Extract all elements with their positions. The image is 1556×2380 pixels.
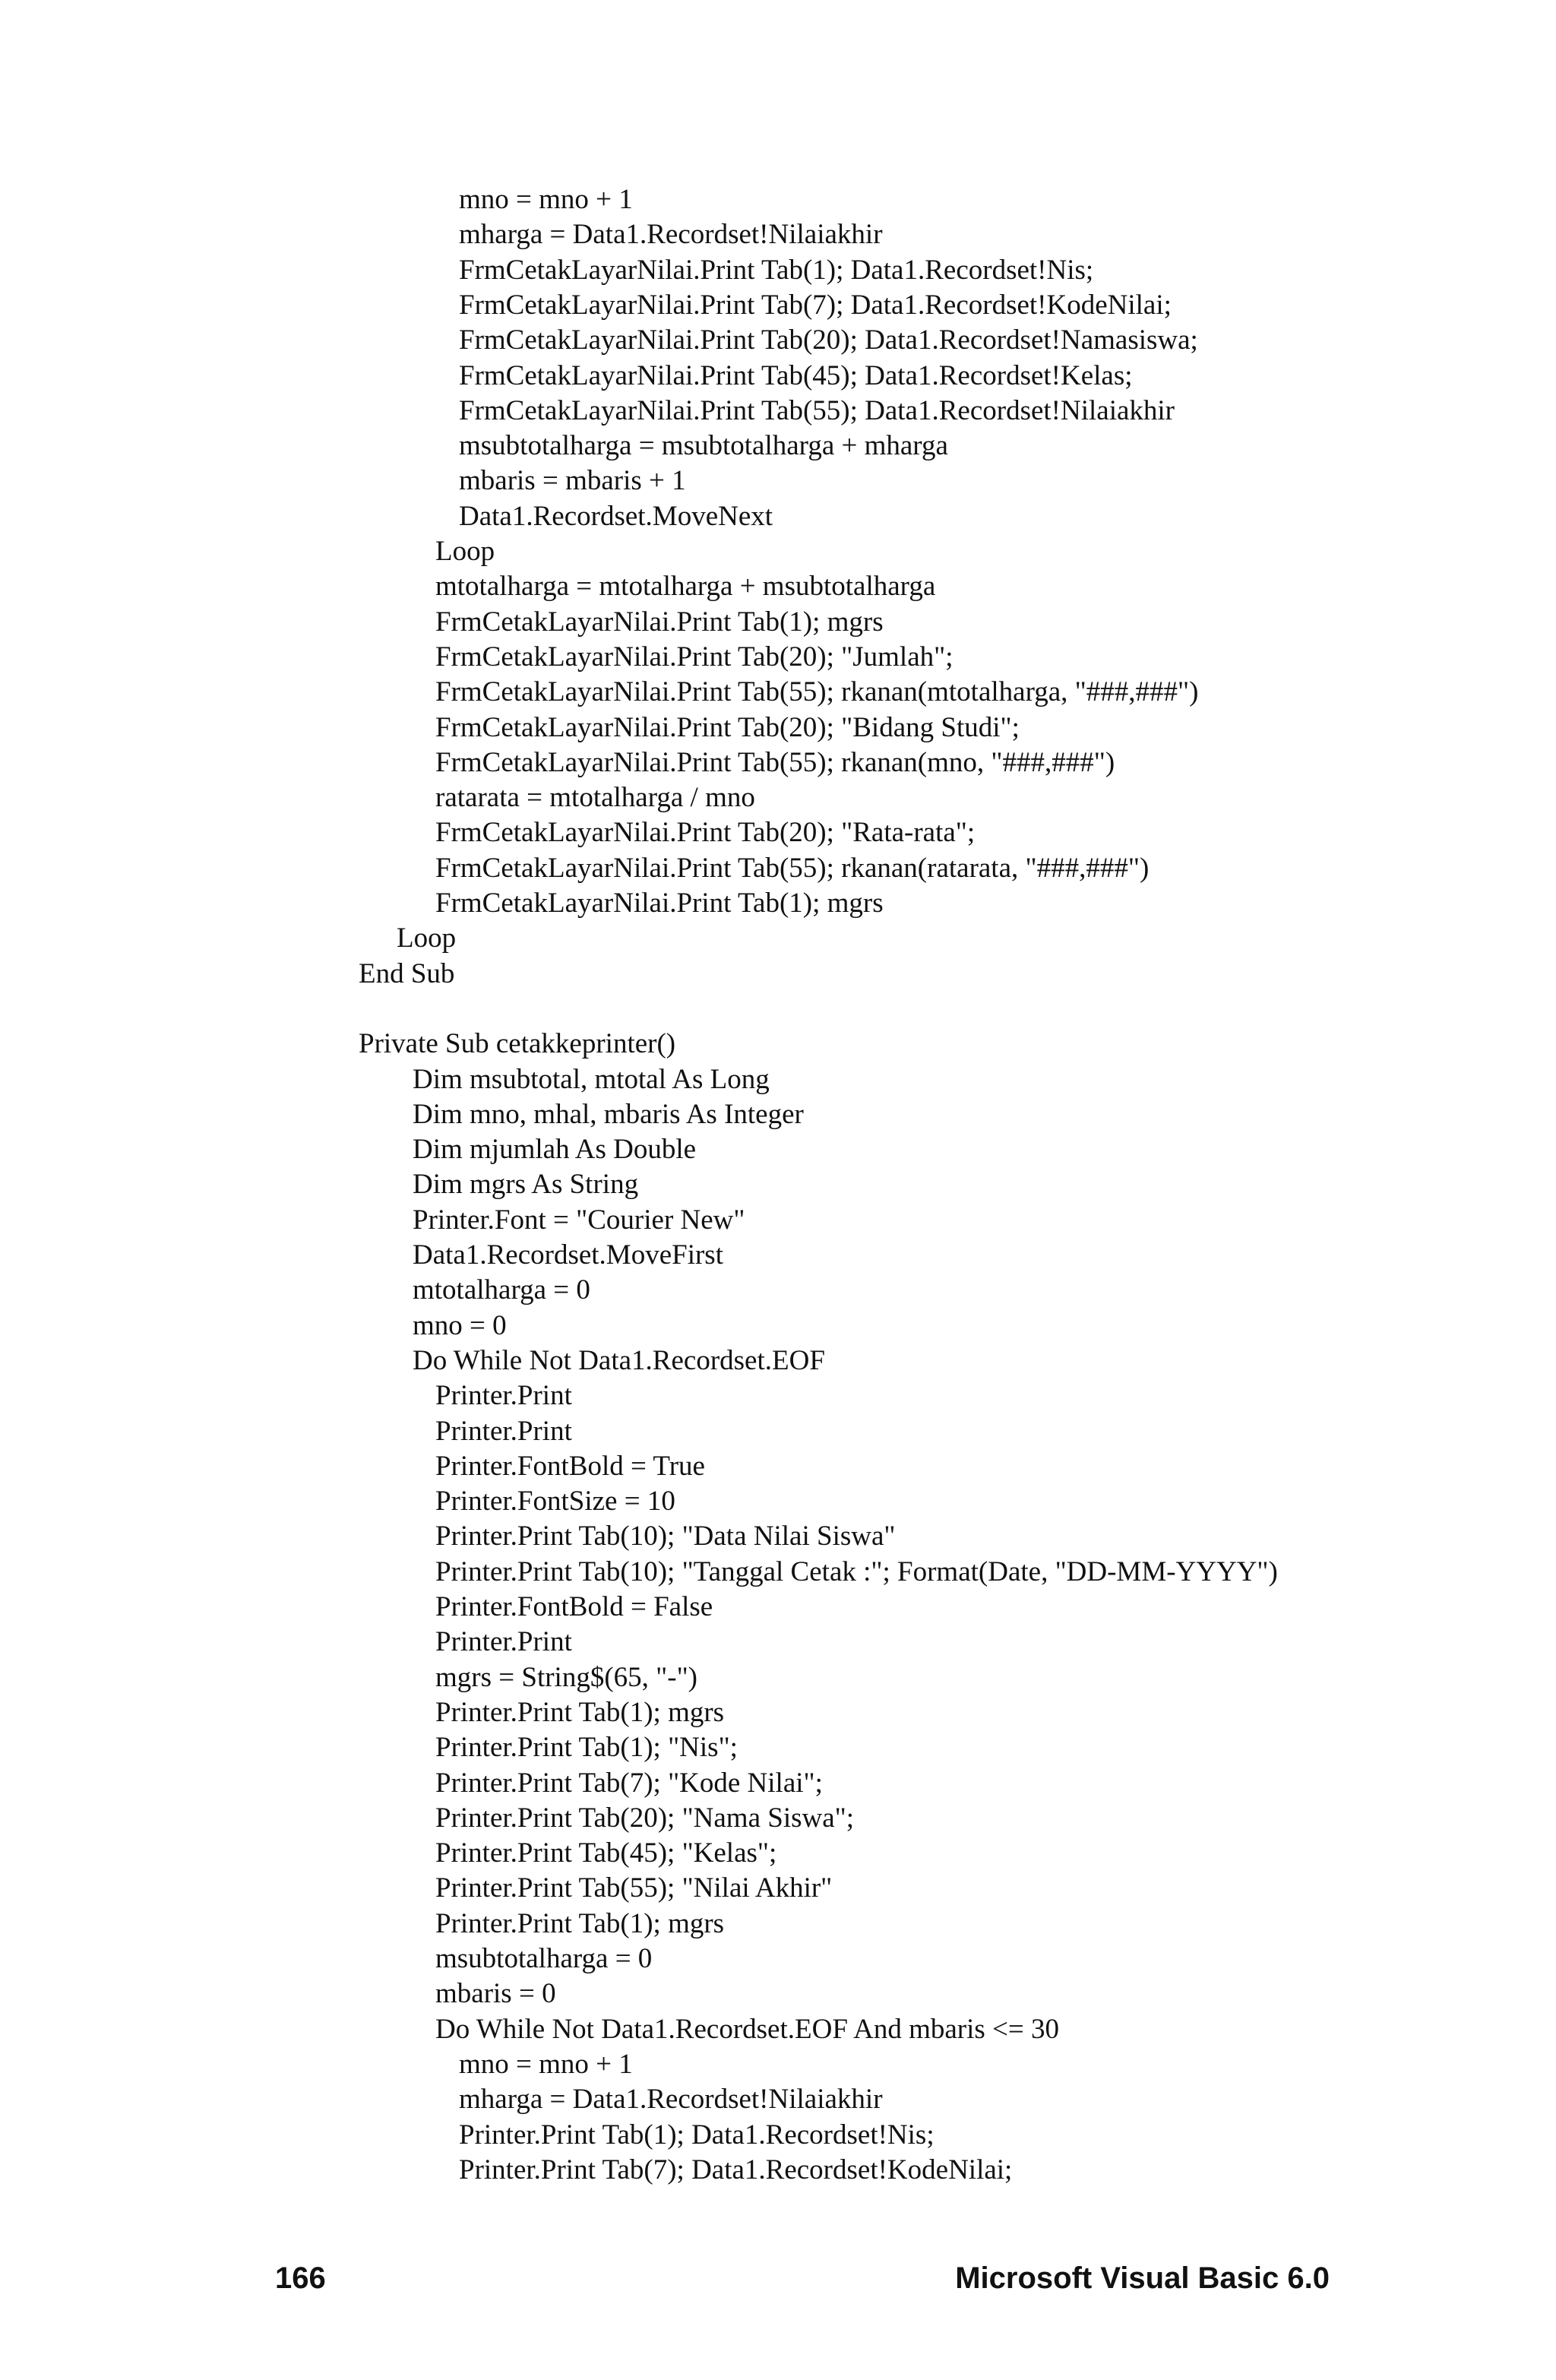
code-line: Loop <box>397 923 457 954</box>
code-line: Printer.Print <box>435 1415 572 1447</box>
code-line: FrmCetakLayarNilai.Print Tab(1); mgrs <box>435 888 884 919</box>
code-line: FrmCetakLayarNilai.Print Tab(45); Data1.Recordset!Kelas; <box>459 359 1133 391</box>
code-line: FrmCetakLayarNilai.Print Tab(20); "Bidang Studi"; <box>435 711 1020 743</box>
code-line: mno = 0 <box>413 1309 507 1341</box>
code-line: Printer.Print Tab(10); "Data Nilai Siswa" <box>435 1521 896 1552</box>
code-line: Dim msubtotal, mtotal As Long <box>413 1063 770 1095</box>
code-line: ratarata = mtotalharga / mno <box>435 782 755 814</box>
code-line: Printer.FontBold = False <box>435 1591 713 1622</box>
code-line: msubtotalharga = 0 <box>435 1943 653 1974</box>
code-line: mbaris = mbaris + 1 <box>459 465 686 497</box>
page-number: 166 <box>275 2261 326 2295</box>
code-line: Data1.Recordset.MoveNext <box>459 500 773 532</box>
code-line: Loop <box>435 536 495 567</box>
code-line: Printer.Print Tab(1); Data1.Recordset!Nis; <box>459 2119 935 2151</box>
code-line: Printer.Print Tab(7); "Kode Nilai"; <box>435 1767 823 1799</box>
page-footer <box>0 2255 1556 2301</box>
book-title: Microsoft Visual Basic 6.0 <box>955 2261 1330 2295</box>
code-line: Printer.FontSize = 10 <box>435 1486 675 1518</box>
code-line: FrmCetakLayarNilai.Print Tab(20); "Jumlah"; <box>435 641 954 673</box>
code-line: mgrs = String$(65, "-") <box>435 1661 697 1693</box>
code-line: FrmCetakLayarNilai.Print Tab(55); rkanan(mno, "###,###") <box>435 746 1115 778</box>
code-line: Data1.Recordset.MoveFirst <box>413 1239 723 1271</box>
code-line: mtotalharga = 0 <box>413 1274 590 1306</box>
code-line: Printer.Print Tab(7); Data1.Recordset!KodeNilai; <box>459 2154 1013 2185</box>
code-line: mbaris = 0 <box>435 1978 556 2010</box>
code-line: Printer.Print Tab(20); "Nama Siswa"; <box>435 1802 855 1834</box>
code-line: Printer.Print Tab(1); "Nis"; <box>435 1732 738 1764</box>
code-line: mharga = Data1.Recordset!Nilaiakhir <box>459 2084 883 2116</box>
code-line: Printer.Font = "Courier New" <box>413 1204 745 1236</box>
code-line: Do While Not Data1.Recordset.EOF And mbaris <= 30 <box>435 2013 1060 2045</box>
code-line: Dim mgrs As String <box>413 1169 639 1201</box>
code-line: Printer.FontBold = True <box>435 1450 705 1482</box>
code-line: Printer.Print Tab(1); mgrs <box>435 1907 725 1939</box>
code-line: FrmCetakLayarNilai.Print Tab(55); rkanan(mtotalharga, "###,###") <box>435 676 1199 708</box>
code-line: FrmCetakLayarNilai.Print Tab(55); rkanan(ratarata, "###,###") <box>435 852 1150 884</box>
code-line: FrmCetakLayarNilai.Print Tab(1); mgrs <box>435 606 884 638</box>
code-line: Do While Not Data1.Recordset.EOF <box>413 1344 825 1376</box>
code-line: FrmCetakLayarNilai.Print Tab(1); Data1.Recordset!Nis; <box>459 254 1094 286</box>
code-line: End Sub <box>359 957 455 989</box>
code-line: Printer.Print Tab(1); mgrs <box>435 1696 725 1728</box>
code-line: Dim mjumlah As Double <box>413 1134 697 1166</box>
code-line: Printer.Print <box>435 1626 572 1658</box>
code-line: Printer.Print Tab(55); "Nilai Akhir" <box>435 1872 833 1904</box>
code-line: msubtotalharga = msubtotalharga + mharga <box>459 430 948 462</box>
code-line: mtotalharga = mtotalharga + msubtotalharga <box>435 571 936 603</box>
code-line: FrmCetakLayarNilai.Print Tab(20); "Rata-rata"; <box>435 817 976 849</box>
code-line: FrmCetakLayarNilai.Print Tab(7); Data1.Recordset!KodeNilai; <box>459 289 1172 321</box>
code-line: Printer.Print <box>435 1380 572 1412</box>
code-line: mno = mno + 1 <box>459 184 633 215</box>
code-line: mno = mno + 1 <box>459 2048 633 2080</box>
code-line: Dim mno, mhal, mbaris As Integer <box>413 1098 804 1130</box>
code-line: FrmCetakLayarNilai.Print Tab(20); Data1.Recordset!Namasiswa; <box>459 324 1198 356</box>
code-line: mharga = Data1.Recordset!Nilaiakhir <box>459 219 883 251</box>
code-line: Printer.Print Tab(10); "Tanggal Cetak :"; Format(Date, "DD-MM-YYYY") <box>435 1556 1278 1587</box>
code-line: FrmCetakLayarNilai.Print Tab(55); Data1.Recordset!Nilaiakhir <box>459 394 1175 426</box>
code-line: Private Sub cetakkeprinter() <box>359 1028 676 1060</box>
code-line: Printer.Print Tab(45); "Kelas"; <box>435 1837 777 1869</box>
